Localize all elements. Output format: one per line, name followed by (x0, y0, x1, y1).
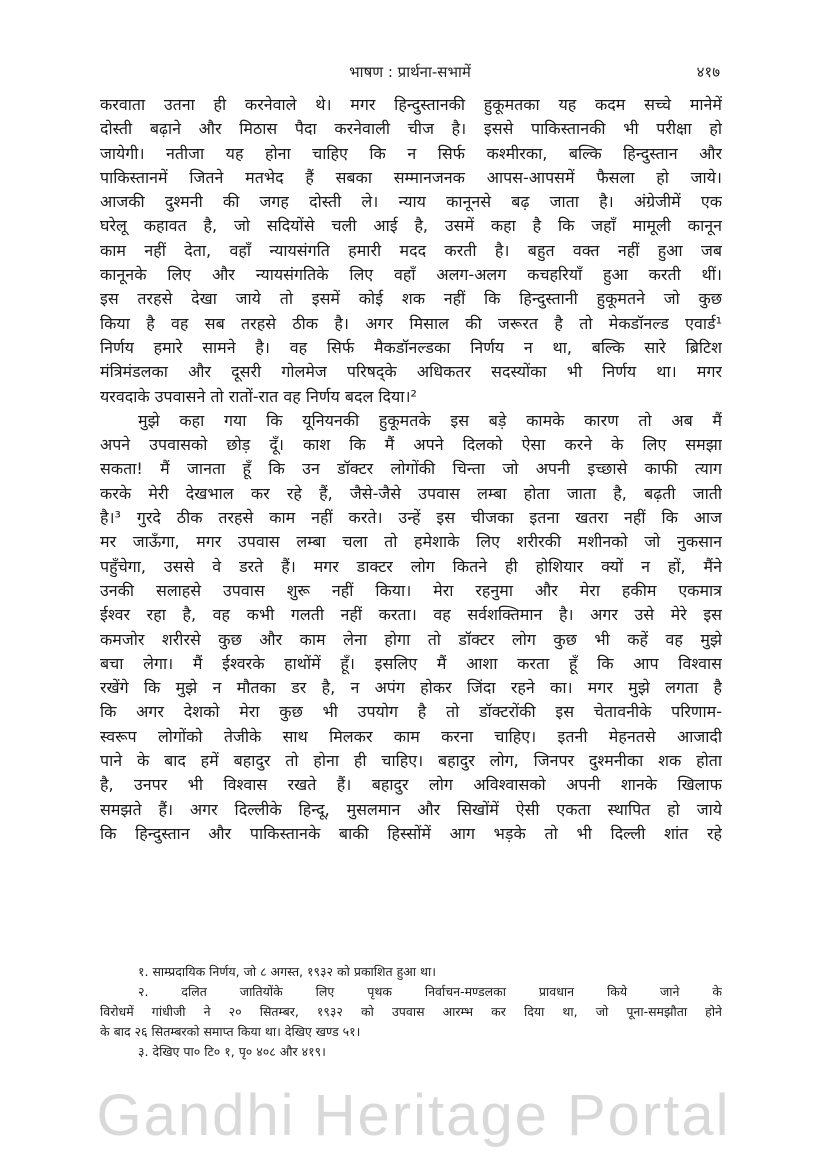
paragraph-1 (100, 93, 722, 409)
text-line: मर जाऊँगा, मगर उपवास लम्बा चला तो हमेशाके लिए शरीरकी मशीनको जो नुकसान (100, 532, 722, 552)
body-text (100, 93, 722, 846)
running-title: भाषण : प्रार्थना-सभामें (349, 63, 471, 81)
text-line: इस तरहसे देखा जाये तो इसमें कोई शक नहीं कि हिन्दुस्तानी हुकूमतने जो कुछ (100, 289, 722, 309)
text-line: पाकिस्तानमें जितने मतभेद हैं सबका सम्मानजनक आपस-आपसमें फैसला हो जाये। (100, 167, 722, 187)
text-line: पाने के बाद हमें बहादुर तो होना ही चाहिए। बहादुर लोग, जिनपर दुश्मनीका शक होता (100, 751, 722, 771)
text-line: घरेलू कहावत है, जो सदियोंसे चली आई है, उसमें कहा है कि जहाँ मामूली कानून (100, 216, 722, 236)
footnote-3: ३. देखिए पा० टि० १, पृ० ४०८ और ४१९। (138, 1044, 326, 1059)
text-line: अपने उपवासको छोड़ दूँ। काश कि मैं अपने दिलको ऐसा करने के लिए समझा (100, 435, 722, 455)
page-number: ४१७ (696, 63, 720, 81)
paragraph-2 (100, 409, 722, 846)
footnote-2: २. दलित जातियोंके लिए पृथक निर्वाचन-मण्डलका प्रावधान किये जाने के (138, 984, 722, 999)
text-line: काम नहीं देता, वहाँ न्यायसंगति हमारी मदद करती है। बहुत वक्त नहीं हुआ जब (100, 240, 722, 260)
text-line: मंत्रिमंडलका और दूसरी गोलमेज परिषद्के अधिकतर सदस्योंका भी निर्णय था। मगर (100, 362, 722, 382)
text-line: उनकी सलाहसे उपवास शुरू नहीं किया। मेरा रहनुमा और मेरा हकीम एकमात्र (100, 580, 722, 600)
page-header (100, 62, 720, 88)
text-line: करवाता उतना ही करनेवाले थे। मगर हिन्दुस्तानकी हुकूमतका यह कदम सच्चे मानेमें (100, 95, 722, 114)
text-line: पहुँचेगा, उससे वे डरते हैं। मगर डाक्टर लोग कितने ही होशियार क्यों न हों, मैंने (100, 556, 722, 576)
text-line: जायेगी। नतीजा यह होना चाहिए कि न सिर्फ कश्मीरका, बल्कि हिन्दुस्तान और (100, 143, 722, 163)
text-line: ईश्वर रहा है, वह कभी गलती नहीं करता। वह सर्वशक्तिमान है। अगर उसे मेरे इस (100, 605, 722, 625)
text-line: किया है वह सब तरहसे ठीक है। अगर मिसाल की जरूरत है तो मेकडॉनल्ड एवार्ड¹ (100, 313, 722, 333)
text-line: स्वरूप लोगोंको तेजीके साथ मिलकर काम करना चाहिए। इतनी मेहनतसे आजादी (100, 726, 722, 746)
text-line: कि अगर देशको मेरा कुछ भी उपयोग है तो डॉक्टरोंकी इस चेतावनीके परिणाम- (100, 702, 722, 722)
text-line: करके मेरी देखभाल कर रहे हैं, जैसे-जैसे उपवास लम्बा होता जाता है, बढ़ती जाती (100, 483, 722, 503)
text-line: कि हिन्दुस्तान और पाकिस्तानके बाकी हिस्सोंमें आग भड़के तो भी दिल्ली शांत रहे (100, 823, 722, 843)
watermark: Gandhi Heritage Portal (96, 1083, 731, 1148)
text-line: दोस्ती बढ़ाने और मिठास पैदा करनेवाली चीज है। इससे पाकिस्तानकी भी परीक्षा हो (100, 119, 722, 139)
text-line: यरवदाके उपवासने तो रातों-रात वह निर्णय बदल दिया।² (100, 386, 417, 406)
footnotes (100, 962, 722, 1062)
footnote-1: १. साम्प्रदायिक निर्णय, जो ८ अगस्त, १९३२ को प्रकाशित हुआ था। (138, 964, 436, 979)
footnote-2-continued: विरोधमें गांधीजी ने २० सितम्बर, १९३२ को उपवास आरम्भ कर दिया था, जो पूना-समझौता होने (100, 1004, 722, 1019)
text-line: आजकी दुश्मनी की जगह दोस्ती ले। न्याय कानूनसे बढ़ जाता है। अंग्रेजीमें एक (100, 192, 722, 212)
text-line: निर्णय हमारे सामने है। वह सिर्फ मैकडॉनल्डका निर्णय न था, बल्कि सारे ब्रिटिश (100, 337, 722, 357)
text-line: है।³ गुरदे ठीक तरहसे काम नहीं करते। उन्हें इस चीजका इतना खतरा नहीं कि आज (100, 508, 722, 528)
text-line: मुझे कहा गया कि यूनियनकी हुकूमतके इस बड़े कामके कारण तो अब मैं (138, 410, 722, 430)
text-line: कमजोर शरीरसे कुछ और काम लेना होगा तो डॉक्टर लोग कुछ भी कहें वह मुझे (100, 629, 722, 649)
text-line: बचा लेगा। मैं ईश्वरके हाथोंमें हूँ। इसलिए मैं आशा करता हूँ कि आप विश्वास (100, 653, 722, 673)
text-line: है, उनपर भी विश्वास रखते हैं। बहादुर लोग अविश्वासको अपनी शानके खिलाफ (100, 775, 722, 795)
text-line: रखेंगे कि मुझे न मौतका डर है, न अपंग होकर जिंदा रहने का। मगर मुझे लगता है (100, 678, 722, 698)
text-line: समझते हैं। अगर दिल्लीके हिन्दू, मुसलमान और सिखोंमें ऐसी एकता स्थापित हो जाये (100, 799, 722, 819)
text-line: कानूनके लिए और न्यायसंगतिके लिए वहाँ अलग-अलग कचहरियाँ हुआ करती थीं। (100, 265, 722, 285)
footnote-2-continued: के बाद २६ सितम्बरको समाप्त किया था। देखिए खण्ड ५१। (100, 1024, 361, 1039)
text-line: सकता! मैं जानता हूँ कि उन डॉक्टर लोगोंकी चिन्ता जो अपनी इच्छासे काफी त्याग (100, 459, 722, 479)
